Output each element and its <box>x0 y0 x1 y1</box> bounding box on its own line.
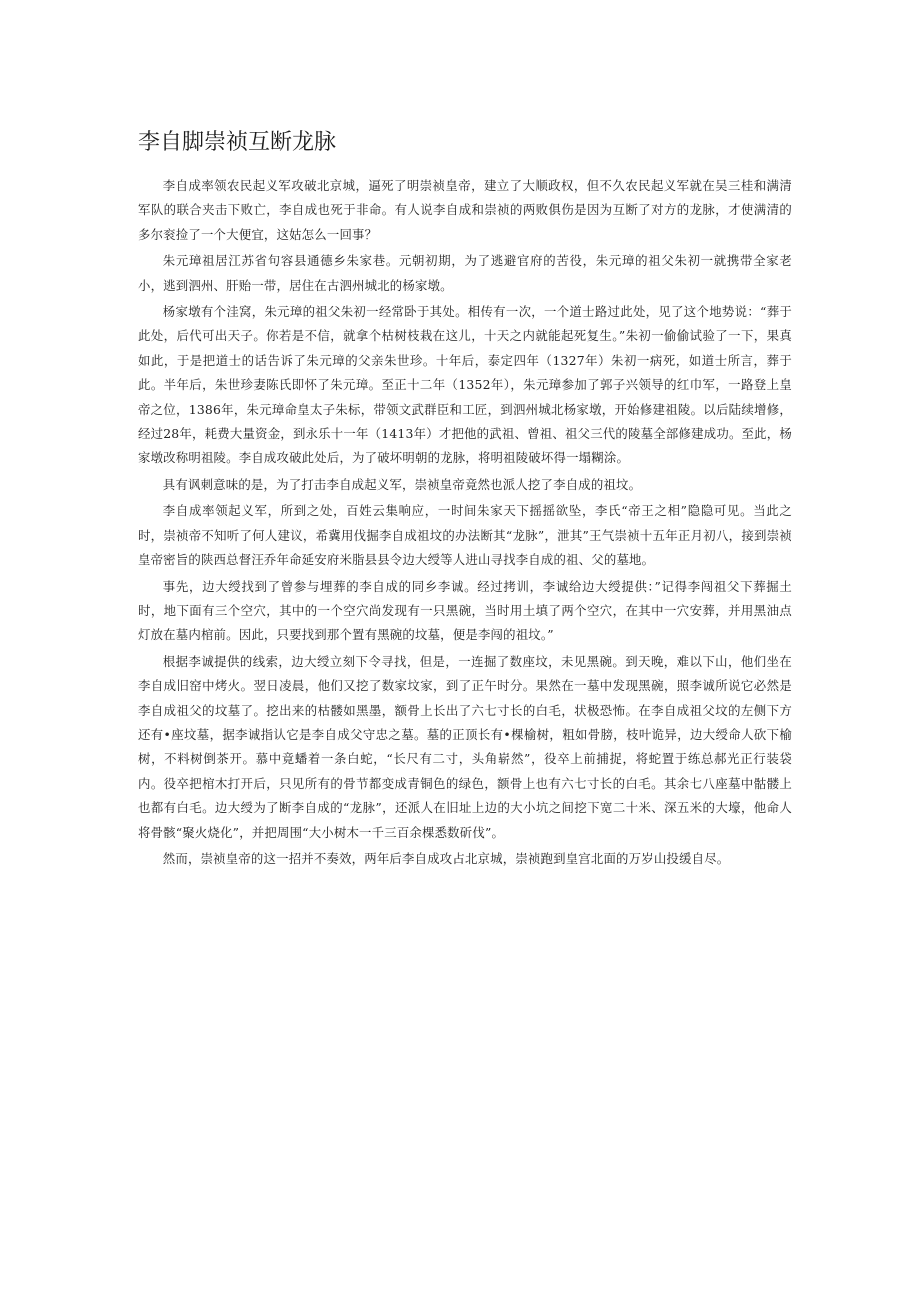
paragraph: 根据李诚提供的线索，边大绶立刻下令寻找，但是，一连掘了数座坟，未见黑碗。到天晚，难以下山，他们坐在李自成旧窑中烤火。翌日凌晨，他们又挖了数家坟家，到了正午时分。果然在一墓中发现黑碗，照李诚所说它必然是李自成祖父的坟墓了。挖出来的枯髅如黑墨，额骨上长出了六七寸长的白毛，状极恐怖。在李自成祖父坟的左侧下方还有•座坟墓，据李诚指认它是李自成父守忠之墓。墓的正顶长有•棵榆树，粗如骨膀，枝叶诡异，边大绶命人砍下榆树，不料树倒茶开。慕中竟蟠着一条白蛇，“长尺有二寸，头角崭然”，役卒上前捕捉，将蛇置于练总郝光正行装袋内。役卒把棺木打开后，只见所有的骨节都变成青铜色的绿色，额骨上也有六七寸长的白毛。其余七八座墓中骷髅上也都有白毛。边大绶为了断李自成的“龙脉”，还派人在旧址上边的大小坑之间挖下宽二十米、深五米的大壕，他命人将骨骸“聚火烧化”，并把周围“大小树木一千三百余棵悉数斫伐”。 <box>138 653 792 840</box>
paragraph: 朱元璋祖居江苏省句容县通德乡朱家巷。元朝初期，为了逃避官府的苦役，朱元璋的祖父朱初一就携带全家老小，逃到泗州、肝贻一带，居住在古泗州城北的杨家墩。 <box>138 253 792 293</box>
paragraph: 李自成率领农民起义军攻破北京城，逼死了明崇祯皇帝，建立了大顺政权，但不久农民起义军就在吴三桂和满清军队的联合夹击下败亡，李自成也死于非命。有人说李自成和崇祯的两败俱伤是因为互断了对方的龙脉，才使满清的多尔衮捡了一个大便宜，这姑怎么一回事？ <box>138 178 792 242</box>
paragraph: 具有讽刺意味的是，为了打击李自成起义军，崇祯皇帝竟然也派人挖了李自成的祖坟。 <box>162 476 642 492</box>
document-page <box>138 126 792 873</box>
paragraph: 杨家墩有个洼窝，朱元璋的祖父朱初一经常卧于其处。相传有一次，一个道士路过此处，见了这个地势说：“葬于此处，后代可出天子。你若是不信，就拿个枯树枝栽在这儿，十天之内就能起死复生。”朱初一偷偷试验了一下，果真如此，于是把道士的话告诉了朱元璋的父亲朱世珍。十年后，泰定四年（1327年）朱初一病死，如道士所言，葬于此。半年后，朱世珍妻陈氏即怀了朱元璋。至正十二年（1352年），朱元璋参加了郭子兴领导的红巾军，一路登上皇帝之位，1386年，朱元璋命皇太子朱标，带领文武群臣和工匠，到泗州城北杨家墩，开始修建祖陵。以后陆续增修，经过28年，耗费大量资金，到永乐十一年（1413年）才把他的武祖、曾祖、祖父三代的陵墓全部修建成功。至此，杨家墩改称明祖陵。李自成攻破此处后，为了破坏明朝的龙脉，将明祖陵破坏得一塌糊涂。 <box>138 304 792 466</box>
paragraph: 李自成率领起义军，所到之处，百姓云集响应，一时间朱家天下摇摇欲坠，李氏“帝王之相”隐隐可见。当此之时，崇祯帝不知听了何人建议，希冀用伐掘李自成祖坟的办法断其“龙脉”，泄其”王气崇祯十五年正月初八，接到崇祯皇帝密旨的陕西总督汪乔年命延安府米脂县县令边大绶等人进山寻找李自成的祖、父的墓地。 <box>138 503 792 568</box>
page-title: 李自脚崇祯互断龙脉 <box>138 130 337 155</box>
paragraph: 事先，边大绶找到了曾参与埋葬的李自成的同乡李诚。经过拷训，李诚给边大绶提供：”记得李闯祖父下葬掘土时，地下面有三个空穴，其中的一个空穴尚发现有一只黑碗，当时用土填了两个空穴，在其中一穴安葬，并用黑油点灯放在墓内棺前。因此，只要找到那个置有黑碗的坟墓，便是李闯的祖坟。” <box>138 578 792 643</box>
paragraph: 然而，崇祯皇帝的这一招并不奏效，两年后李自成攻占北京城，崇祯跑到皇宫北面的万岁山投缓自尽。 <box>162 850 730 866</box>
